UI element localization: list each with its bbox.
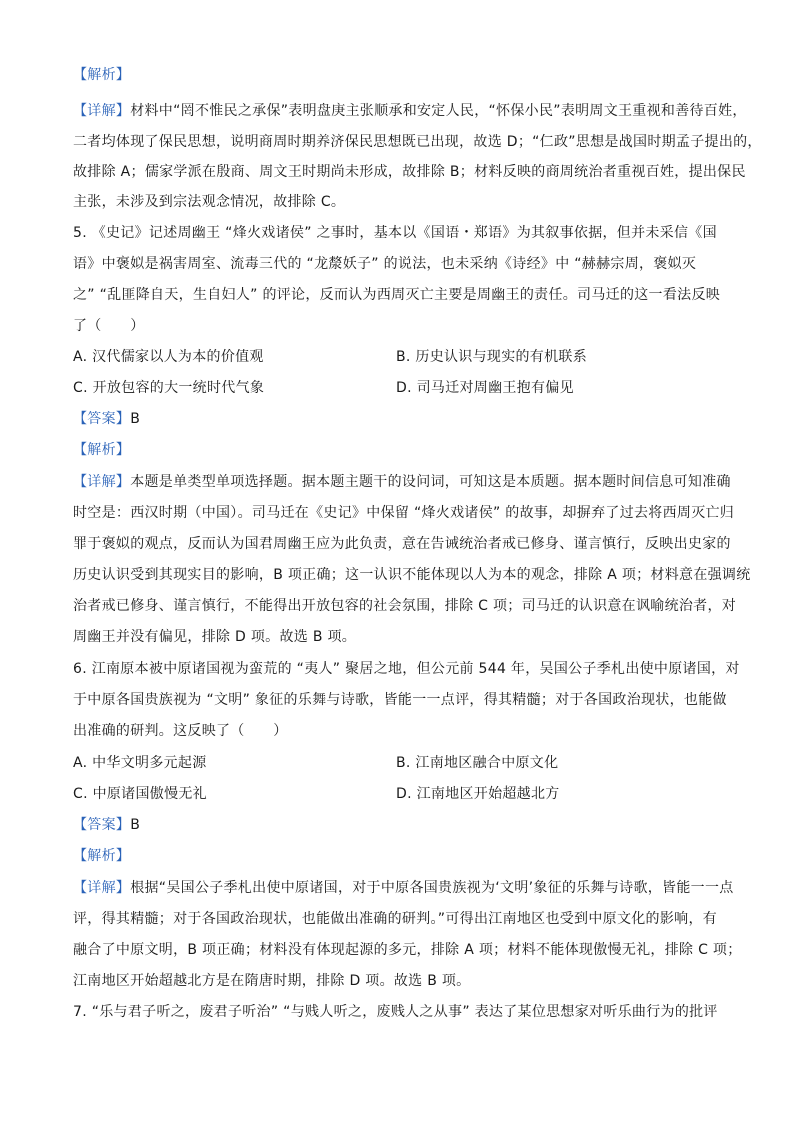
- q5-detail-line-3: 罪于褒姒的观点，反而认为国君周幽王应为此负责，意在告诫统治者戒已修身、谨言慎行，反映出史家的: [73, 536, 731, 552]
- q6-detail-label: 【详解】: [73, 880, 131, 896]
- q5-detail-line-5: 治者戒已修身、谨言慎行，不能得出开放包容的社会氛围，排除 C 项；司马迁的认识意在讽喻统治者，对: [73, 598, 737, 614]
- q5-option-b: B. 历史认识与现实的有机联系: [396, 349, 588, 365]
- q6-answer-label: 【答案】: [73, 817, 131, 833]
- q4-detail-line-1: 【详解】材料中“罔不惟民之承保”表明盘庚主张顺承和安定人民，“怀保小民”表明周文王重视和善待百姓，: [73, 103, 747, 119]
- q6-detail-line-4: 江南地区开始超越北方是在隋唐时期，排除 D 项。故选 B 项。: [73, 973, 471, 989]
- q4-detail-line-2: 二者均体现了保民思想，说明商周时期养济保民思想既已出现，故选 D；“仁政”思想是战国时期孟子提出的，: [73, 134, 762, 150]
- q5-detail-line-6: 周幽王并没有偏见，排除 D 项。故选 B 项。: [73, 629, 357, 645]
- q5-stem-line-3: 之” “乱匪降自天，生自妇人” 的评论，反而认为西周灭亡主要是周幽王的责任。司马迁的这一看法反映: [73, 287, 721, 303]
- q4-analysis-label: 【解析】: [73, 67, 131, 83]
- q6-answer: [73, 816, 140, 834]
- q6-answer-value: B: [130, 817, 141, 833]
- q6-stem-line-1: 6. 江南原本被中原诸国视为蛮荒的 “夷人” 聚居之地，但公元前 544 年，吴国公子季札出使中原诸国，对: [73, 661, 740, 677]
- q4-detail-line-4: 主张，未涉及到宗法观念情况，故排除 C。: [73, 194, 346, 210]
- q5-detail-line-1: 【详解】本题是单类型单项选择题。据本题主题干的设问词，可知这是本质题。据本题时间信息可知准确: [73, 474, 731, 490]
- q6-option-a: A. 中华文明多元起源: [73, 755, 207, 771]
- q5-stem-line-1: 5. 《史记》记述周幽王 “烽火戏诸侯” 之事时，基本以《国语・郑语》为其叙事依据，但并未采信《国: [73, 225, 717, 241]
- q6-option-d: D. 江南地区开始超越北方: [396, 786, 560, 802]
- q5-detail-line-2: 时空是：西汉时期（中国）。司马迁在《史记》中保留 “烽火戏诸侯” 的故事，却摒弃了过去将西周灭亡归: [73, 505, 735, 521]
- q5-detail-line-4: 历史认识受到其现实目的影响，B 项正确；这一认识不能体现以人为本的观念，排除 A 项；材料意在强调统: [73, 567, 751, 583]
- q6-stem-line-3: 出准确的研判。这反映了（ ）: [73, 723, 288, 739]
- q6-detail-line-2: 评，得其精髓；对于各国政治现状，也能做出准确的研判。”可得出江南地区也受到中原文化的影响，有: [73, 911, 718, 927]
- q6-analysis-label: 【解析】: [73, 848, 131, 864]
- q4-detail-line-3: 故排除 A；儒家学派在殷商、周文王时期尚未形成，故排除 B；材料反映的商周统治者重视百姓，提出保民: [73, 164, 746, 180]
- q5-answer: [73, 410, 140, 428]
- q5-answer-label: 【答案】: [73, 411, 131, 427]
- q5-answer-value: B: [130, 411, 141, 427]
- q5-stem-line-2: 语》中褒姒是祸害周室、流毒三代的 “龙漦妖子” 的说法，也未采纳《诗经》中 “赫赫宗周，褒姒灭: [73, 256, 697, 272]
- q7-stem-line-1: 7. “乐与君子听之，废君子听治” “与贱人听之，废贱人之从事” 表达了某位思想家对听乐曲行为的批评: [73, 1004, 718, 1020]
- q6-option-b: B. 江南地区融合中原文化: [396, 755, 559, 771]
- q5-option-c: C. 开放包容的大一统时代气象: [73, 380, 265, 396]
- q5-option-a: A. 汉代儒家以人为本的价值观: [73, 349, 264, 365]
- q5-stem-line-4: 了（ ）: [73, 318, 145, 334]
- q6-stem-line-2: 于中原各国贵族视为 “文明” 象征的乐舞与诗歌，皆能一一点评，得其精髓；对于各国政治现状，也能做: [73, 692, 727, 708]
- q6-option-c: C. 中原诸国傲慢无礼: [73, 786, 207, 802]
- q6-detail-line-1: 【详解】根据“吴国公子季札出使中原诸国，对于中原各国贵族视为‘文明’象征的乐舞与诗歌，皆能一一点: [73, 880, 734, 896]
- q5-analysis-label: 【解析】: [73, 442, 131, 458]
- q5-detail-label: 【详解】: [73, 474, 131, 490]
- q5-option-d: D. 司马迁对周幽王抱有偏见: [396, 380, 574, 396]
- q6-detail-line-3: 融合了中原文明，B 项正确；材料没有体现起源的多元，排除 A 项；材料不能体现傲慢无礼，排除 C 项；: [73, 942, 742, 958]
- q4-detail-label: 【详解】: [73, 103, 131, 119]
